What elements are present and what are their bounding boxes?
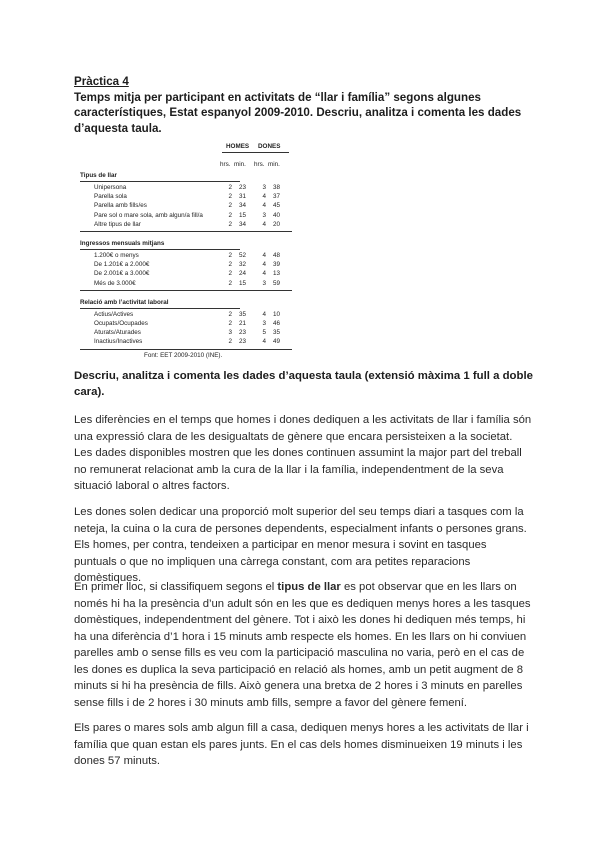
row-value: 4 [262, 270, 266, 278]
group-header-dones: DONES [258, 143, 281, 150]
row-value: 4 [262, 252, 266, 259]
section-rule [80, 308, 240, 309]
row-value: 2 [228, 184, 232, 191]
row-value: 3 [262, 320, 266, 327]
row-value: 5 [262, 329, 266, 337]
row-label: Parella sola [94, 193, 127, 201]
row-value: 2 [228, 202, 232, 210]
unit-header: hrs. [254, 161, 265, 168]
section-rule [80, 181, 240, 182]
paragraph-4: Els pares o mares sols amb algun fill a casa, dediquen menys hores a les activitats de llar i família que quan estan els pares junts. En el cas dels homes disminueixen 19 minuts i les dones 57 minuts. [74, 722, 529, 767]
row-value: 38 [272, 184, 280, 191]
row-value: 3 [262, 184, 266, 191]
row-value: 3 [262, 279, 266, 287]
row-value: 4 [262, 261, 266, 269]
row-value: 4 [262, 310, 266, 318]
row-value: 34 [238, 202, 246, 210]
group-underline-dones [255, 152, 289, 153]
row-value: 3 [262, 211, 266, 219]
row-value: 32 [238, 261, 246, 269]
practice-title: Temps mitja per participant en activitats de “llar i família” segons algunes característiques, Estat espanyol 2009-2010. Descriu, analitza i comenta les dades d’aquesta taula. [74, 90, 522, 135]
row-value: 2 [228, 310, 232, 318]
row-value: 31 [238, 193, 246, 201]
row-value: 15 [238, 279, 246, 287]
row-value: 10 [272, 310, 280, 318]
row-value: 23 [238, 184, 246, 191]
row-label: De 2.001€ a 3.000€ [94, 270, 150, 278]
unit-header: min. [234, 161, 246, 168]
section-bottom-rule [80, 231, 292, 232]
row-value: 3 [228, 329, 232, 337]
row-value: 39 [272, 261, 280, 269]
row-label: De 1.201€ a 2.000€ [94, 261, 150, 269]
row-value: 4 [262, 202, 266, 210]
section-bottom-rule [80, 290, 292, 291]
question-heading: Descriu, analitza i comenta les dades d’aquesta taula (extensió màxima 1 full a doble cara). [74, 370, 533, 398]
section-title: Relació amb l’activitat laboral [80, 298, 169, 306]
row-value: 34 [238, 220, 246, 228]
row-label: Inactius/Inactives [94, 338, 143, 346]
row-value: 45 [272, 202, 280, 210]
section-title: Tipus de llar [80, 172, 117, 179]
group-header-homes: HOMES [226, 143, 250, 150]
row-value: 21 [238, 320, 246, 327]
row-label: Ocupats/Ocupades [94, 320, 148, 327]
row-value: 13 [272, 270, 280, 278]
row-value: 2 [228, 193, 232, 201]
paragraph-3 [74, 579, 532, 711]
row-label: Unipersona [94, 184, 127, 191]
row-value: 2 [228, 320, 232, 327]
paragraph-3-start: En primer lloc, si classifiquem segons el [74, 581, 278, 593]
row-value: 15 [238, 211, 246, 219]
row-label: Actius/Actives [94, 310, 134, 318]
section-bottom-rule [80, 349, 292, 350]
row-label: Pare sol o mare sola, amb algun/a fill/a [94, 211, 203, 219]
row-value: 2 [228, 220, 232, 228]
row-value: 23 [238, 329, 246, 337]
row-value: 2 [228, 261, 232, 269]
unit-header: min. [268, 161, 280, 168]
paragraph-3-end: es pot observar que en les llars on només hi ha la presència d’un adult són en les que es dediquen menys hores a les tasques domèstiques, independentment del gènere. Tot i això les dones hi dediquen més temps, hi ha una diferència d’1 hora i 15 minuts amb respecte els homes. En les llars on hi conviuen parelles amb o sense fills es veu com la participació masculina no varia, però en el cas de les dones es duplica la seva participació en relació als homes, amb un petit augment de 8 minuts si hi ha presència de fills. Això genera una bretxa de 2 hores i 3 minuts en parelles sense fills i de 2 hores i 30 minuts amb fills, sempre a favor del gènere femení. [74, 581, 531, 709]
unit-header: hrs. [220, 161, 231, 168]
row-value: 59 [272, 279, 280, 287]
row-value: 4 [262, 193, 266, 201]
paragraph-1: Les diferències en el temps que homes i dones dediquen a les activitats de llar i família són una expressió clara de les desigualtats de gènere que encara persisteixen a la societat. Les dades disponibles mostren que les dones continuen assumint la major part del treball no remunerat relacionat amb la cura de la llar i la família, independentment de la seva situació laboral o altres factors. [74, 414, 532, 492]
group-underline-homes [222, 152, 256, 153]
practice-label: Pràctica 4 [74, 75, 129, 88]
row-value: 2 [228, 211, 232, 219]
row-value: 40 [272, 211, 280, 219]
row-value: 2 [228, 270, 232, 278]
row-value: 4 [262, 220, 266, 228]
row-value: 35 [272, 329, 280, 337]
row-value: 48 [272, 252, 280, 259]
paragraph-2: Les dones solen dedicar una proporció molt superior del seu temps diari a tasques com la neteja, la cuina o la cura de persones dependents, especialment infants o persones grans. Els homes, per contra, tendeixen a participar en menor mesura i sovint en tasques puntuals o que no impliquen una càrrega constant, com ara petites reparacions domèstiques. [74, 506, 527, 584]
row-label: Altre tipus de llar [94, 220, 141, 228]
row-value: 35 [238, 310, 246, 318]
section-title: Ingressos mensuals mitjans [80, 240, 165, 247]
row-value: 2 [228, 338, 232, 346]
table-source: Font: EET 2009-2010 (INE). [144, 352, 223, 359]
row-value: 2 [228, 252, 232, 259]
row-value: 52 [238, 252, 246, 259]
paragraph-3-bold: tipus de llar [277, 581, 341, 593]
row-value: 37 [272, 193, 280, 201]
row-value: 4 [262, 338, 266, 346]
row-value: 2 [228, 279, 232, 287]
row-value: 20 [272, 220, 280, 228]
row-label: 1.200€ o menys [94, 252, 139, 259]
row-label: Aturats/Aturades [94, 329, 141, 337]
row-label: Parella amb fills/es [94, 202, 147, 210]
section-rule [80, 249, 240, 250]
row-value: 23 [238, 338, 246, 346]
row-value: 49 [272, 338, 280, 346]
practice-heading [74, 74, 534, 136]
row-value: 46 [272, 320, 280, 327]
row-value: 24 [238, 270, 246, 278]
row-label: Més de 3.000€ [94, 279, 136, 287]
